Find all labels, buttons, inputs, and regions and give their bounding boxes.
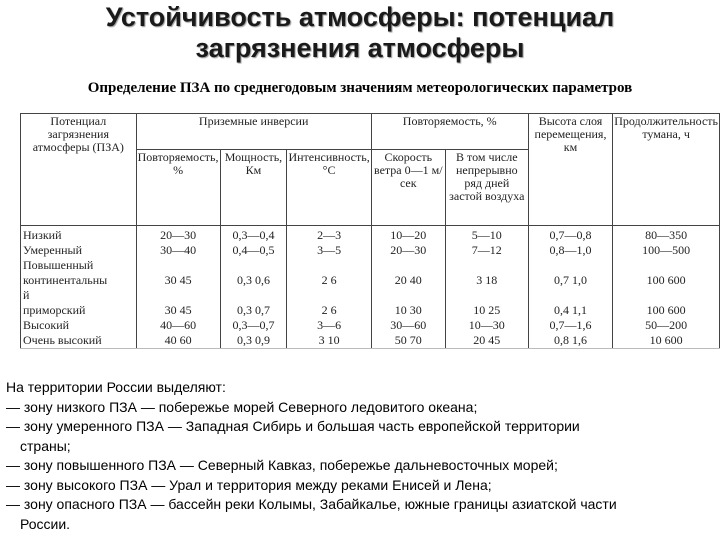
subheader-wind-speed: Скорость ветра 0—1 м/сек <box>371 150 445 226</box>
cell: 3 18 <box>445 273 528 288</box>
cell: 50—200 <box>613 318 720 333</box>
cell: 30 45 <box>136 303 220 318</box>
cell: 30—40 <box>136 243 220 258</box>
cell: 100 600 <box>613 273 720 288</box>
row-label: Повышенный <box>21 258 137 273</box>
cell: 20—30 <box>136 226 220 244</box>
text-item-dangerous: — зону опасного ПЗА — бассейн реки Колымы, Забайкалье, южные границы азиатской части <box>6 496 617 512</box>
text-item-high: — зону высокого ПЗА — Урал и территория между реками Енисей и Лена; <box>6 476 492 493</box>
cell: 50 70 <box>371 333 445 349</box>
cell: 10 600 <box>613 333 720 349</box>
cell: 0,7 1,0 <box>528 273 612 288</box>
text-item-dangerous-cont: России. <box>20 515 71 532</box>
row-label: приморский <box>21 303 137 318</box>
cell: 0,3 0,6 <box>220 273 287 288</box>
cell: 7—12 <box>445 243 528 258</box>
cell: 40 60 <box>136 333 220 349</box>
title-line-1: Устойчивость атмосферы: потенциал <box>105 2 615 32</box>
cell <box>528 258 612 273</box>
cell <box>613 258 720 273</box>
cell <box>445 288 528 303</box>
cell: 5—10 <box>445 226 528 244</box>
text-item-moderate: — зону умеренного ПЗА — Западная Сибирь и большая часть европейской территории <box>6 418 580 434</box>
cell: 100—500 <box>613 243 720 258</box>
slide-title <box>0 2 720 64</box>
subheader-inv-intensity: Интенсивность, °С <box>287 150 371 226</box>
cell <box>287 288 371 303</box>
table-row <box>21 243 720 258</box>
cell: 0,3 0,9 <box>220 333 287 349</box>
cell: 10—30 <box>445 318 528 333</box>
row-label: й <box>21 288 137 303</box>
row-label: Умеренный <box>21 243 137 258</box>
cell: 3—6 <box>287 318 371 333</box>
cell: 30—60 <box>371 318 445 333</box>
text-item-low: — зону низкого ПЗА — побережье морей Северного ледовитого океана; <box>6 398 478 415</box>
table-row <box>21 273 720 288</box>
cell: 20—30 <box>371 243 445 258</box>
row-label: континентальны <box>21 273 137 288</box>
cell: 20 45 <box>445 333 528 349</box>
cell: 20 40 <box>371 273 445 288</box>
row-label: Очень высокий <box>21 333 137 349</box>
text-intro: На территории России выделяют: <box>6 379 226 395</box>
header-fog-duration: Продолжительность тумана, ч <box>613 114 720 226</box>
text-item-moderate-cont: страны; <box>20 437 71 454</box>
header-potential: Потенциал загрязнения атмосферы (ПЗА) <box>21 114 137 226</box>
row-label: Высокий <box>21 318 137 333</box>
text-item-elevated: — зону повышенного ПЗА — Северный Кавказ, побережье дальневосточных морей; <box>6 457 558 473</box>
cell: 2 6 <box>287 273 371 288</box>
table-row <box>21 318 720 333</box>
cell: 0,8 1,6 <box>528 333 612 349</box>
cell: 80—350 <box>613 226 720 244</box>
header-inversions: Приземные инверсии <box>136 114 371 150</box>
cell <box>220 288 287 303</box>
row-label: Низкий <box>21 226 137 244</box>
subheader-consecutive: В том числе непрерывно ряд дней застой воздуха <box>445 150 528 226</box>
cell <box>136 288 220 303</box>
cell: 10 25 <box>445 303 528 318</box>
cell: 0,3 0,7 <box>220 303 287 318</box>
header-layer-height: Высота слоя перемещения, км <box>528 114 612 226</box>
title-line-2: загрязнения атмосферы <box>195 33 525 63</box>
table-row <box>21 303 720 318</box>
header-recurrence: Повторяемость, % <box>371 114 528 150</box>
cell: 0,3—0,7 <box>220 318 287 333</box>
cell <box>220 258 287 273</box>
cell: 0,4 1,1 <box>528 303 612 318</box>
body-text <box>6 378 718 534</box>
cell: 30 45 <box>136 273 220 288</box>
cell <box>371 288 445 303</box>
cell: 10 30 <box>371 303 445 318</box>
subheader-inv-recurrence: Повторяемость, % <box>136 150 220 226</box>
table-row <box>21 226 720 244</box>
cell <box>445 258 528 273</box>
cell <box>287 258 371 273</box>
cell <box>613 288 720 303</box>
subheader-inv-power: Мощность, Км <box>220 150 287 226</box>
table-row <box>21 258 720 273</box>
table-row <box>21 333 720 349</box>
cell: 3—5 <box>287 243 371 258</box>
table-row <box>21 288 720 303</box>
cell: 3 10 <box>287 333 371 349</box>
cell: 0,4—0,5 <box>220 243 287 258</box>
cell <box>528 288 612 303</box>
cell: 10—20 <box>371 226 445 244</box>
cell: 2—3 <box>287 226 371 244</box>
cell: 0,7—0,8 <box>528 226 612 244</box>
cell: 2 6 <box>287 303 371 318</box>
cell: 0,8—1,0 <box>528 243 612 258</box>
cell: 100 600 <box>613 303 720 318</box>
table-caption: Определение ПЗА по среднегодовым значениям метеорологических параметров <box>87 80 633 96</box>
cell: 0,3—0,4 <box>220 226 287 244</box>
cell: 40—60 <box>136 318 220 333</box>
cell: 0,7—1,6 <box>528 318 612 333</box>
cell <box>371 258 445 273</box>
cell <box>136 258 220 273</box>
pza-table <box>20 113 720 349</box>
